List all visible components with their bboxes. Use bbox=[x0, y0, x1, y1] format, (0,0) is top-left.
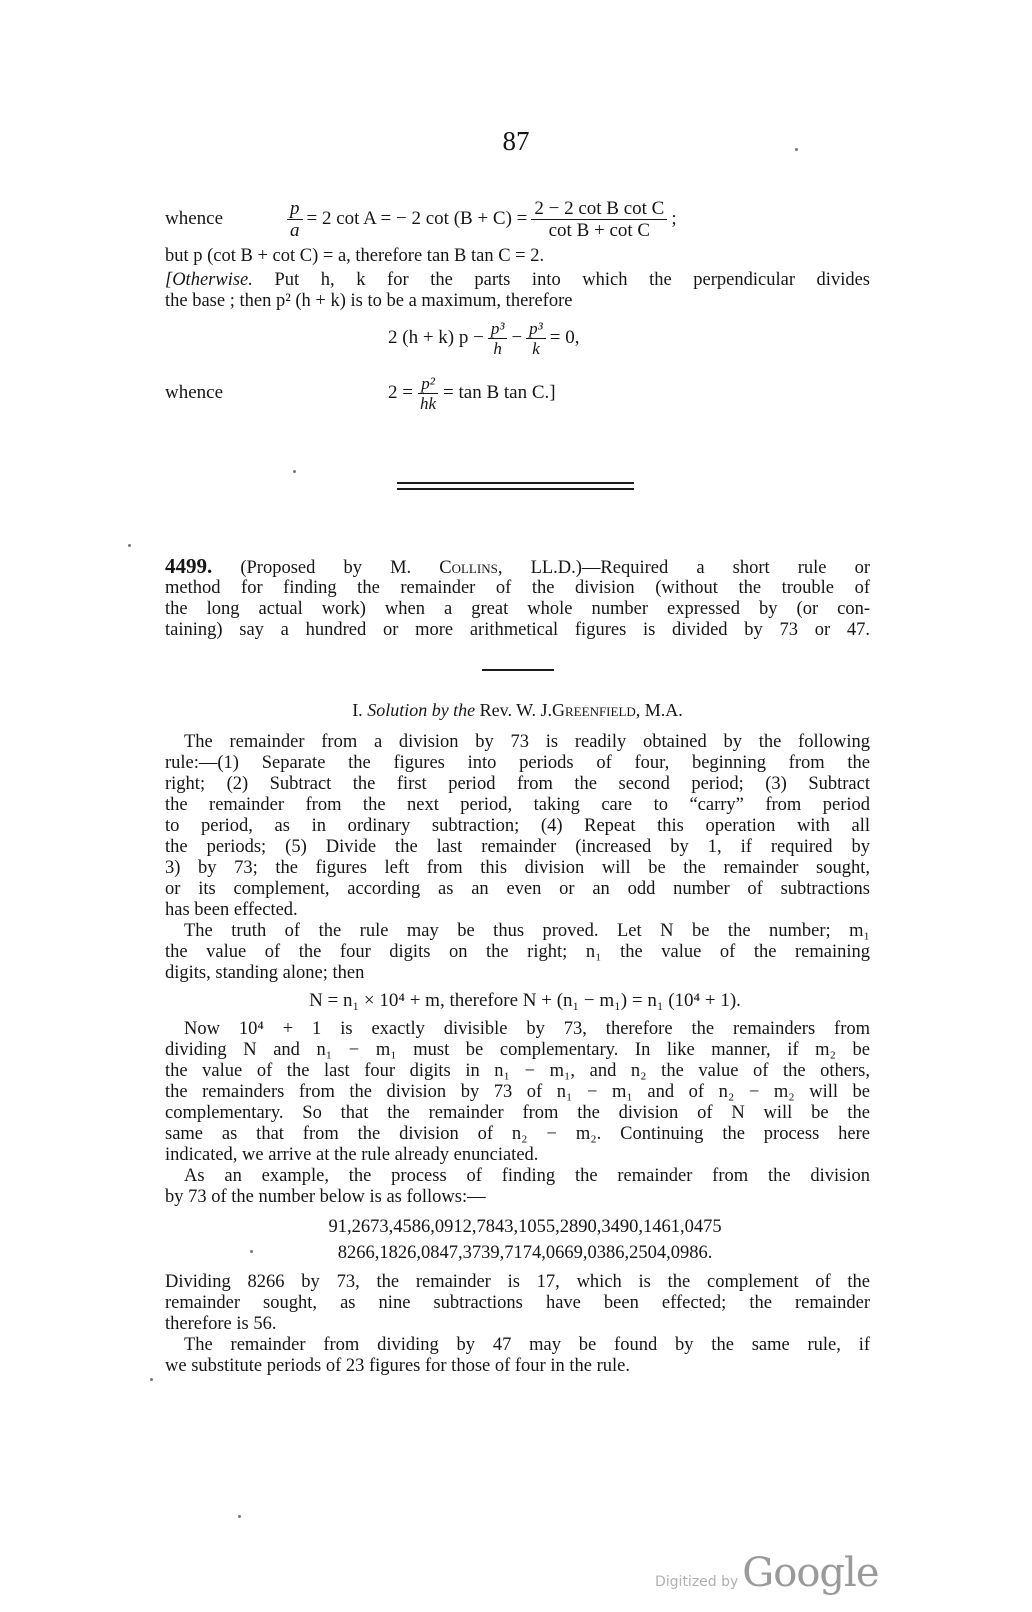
scan-speck bbox=[250, 1250, 253, 1253]
body-line: therefore is 56. bbox=[165, 1314, 277, 1334]
problem-line-2: method for finding the remainder of the division (without the trouble of bbox=[165, 578, 870, 598]
body-line: The remainder from a division by 73 is readily obtained by the following bbox=[184, 732, 870, 752]
body-line: the value of the four digits on the right; n₁ the value of the remaining bbox=[165, 942, 870, 962]
separator-rule-top bbox=[397, 482, 634, 484]
fraction-p2-over-hk bbox=[417, 374, 439, 413]
body-line: indicated, we arrive at the rule already enunciated. bbox=[165, 1145, 539, 1165]
body-line: the remainders from the division by 73 of n₁ − m₁ and of n₂ − m₂ will be bbox=[165, 1082, 870, 1102]
whence-label: whence bbox=[165, 208, 224, 229]
scan-speck bbox=[128, 544, 131, 547]
body-line: the remainder from the next period, taking care to “carry” from period bbox=[165, 795, 870, 815]
scan-speck bbox=[238, 1515, 241, 1518]
formula-maximum bbox=[388, 314, 580, 362]
body-line: has been effected. bbox=[165, 900, 298, 920]
fraction-denominator: a bbox=[290, 219, 300, 241]
fraction-numerator: 2 − 2 cot B cot C bbox=[531, 198, 667, 220]
fraction-denominator: cot B + cot C bbox=[548, 219, 651, 241]
minus-sign: − bbox=[511, 327, 523, 348]
short-separator-rule bbox=[482, 669, 554, 671]
fraction-denominator: k bbox=[532, 338, 540, 358]
body-line: to period, as in ordinary subtraction; (4) Repeat this operation with all bbox=[165, 816, 870, 836]
watermark-small-text: Digitized by bbox=[655, 1574, 739, 1590]
formula-end: = tan B tan C.] bbox=[443, 382, 556, 403]
body-line: The truth of the rule may be thus proved. Let N be the number; m₁ bbox=[184, 921, 870, 941]
formula-end: ; bbox=[671, 208, 677, 229]
body-line: remainder sought, as nine subtractions have been effected; the remainder bbox=[165, 1293, 870, 1313]
fraction-denominator: hk bbox=[419, 393, 437, 413]
author-prefix: Rev. W. J. bbox=[479, 700, 553, 720]
body-line: As an example, the process of finding the remainder from the division bbox=[184, 1166, 870, 1186]
separator-rule-bottom bbox=[397, 488, 634, 490]
fraction-p-over-a bbox=[287, 198, 303, 241]
formula-end: = 0, bbox=[549, 327, 580, 348]
proposer-prefix: (Proposed by M. bbox=[240, 558, 412, 578]
body-line: by 73 of the number below is as follows:— bbox=[165, 1187, 486, 1207]
scan-speck bbox=[795, 148, 798, 151]
fraction-p3-over-h bbox=[488, 319, 508, 358]
problem-line-4: taining) say a hundred or more arithmetical figures is divided by 73 or 47. bbox=[165, 620, 870, 640]
formula-whence-2 bbox=[165, 370, 815, 416]
body-line: digits, standing alone; then bbox=[165, 963, 365, 983]
fraction-p3-over-k bbox=[526, 319, 546, 358]
formula-whence-1 bbox=[165, 196, 865, 242]
scan-speck bbox=[293, 470, 296, 473]
body-line: complementary. So that the remainder from the division of N will be the bbox=[165, 1103, 870, 1123]
body-line: 3) by 73; the figures left from this division will be the remainder sought, bbox=[165, 858, 870, 878]
equation-N: N = n₁ × 10⁴ + m, therefore N + (n₁ − m₁) = n₁ (10⁴ + 1). bbox=[309, 990, 741, 1011]
solution-label: Solution by the bbox=[367, 700, 476, 720]
body-line: same as that from the division of n₂ − m₂. Continuing the process here bbox=[165, 1124, 870, 1144]
author-suffix: , M.A. bbox=[635, 700, 683, 720]
fraction-numerator: p³ bbox=[526, 319, 546, 339]
otherwise-line-2: the base ; then p² (h + k) is to be a maximum, therefore bbox=[165, 291, 573, 311]
body-line: right; (2) Subtract the first period from the second period; (3) Subtract bbox=[165, 774, 870, 794]
problem-line-3: the long actual work) when a great whole number expressed by (or con- bbox=[165, 599, 870, 619]
proposer-name: Collins bbox=[439, 558, 498, 578]
whence-label: whence bbox=[165, 382, 224, 403]
proposer-suffix: LL.D.)—Required a short rule or bbox=[530, 558, 871, 578]
author-name: Greenfield bbox=[552, 700, 636, 720]
fraction-numerator: p³ bbox=[488, 319, 508, 339]
page-number: 87 bbox=[502, 126, 530, 156]
formula-middle: = 2 cot A = − 2 cot (B + C) = bbox=[306, 208, 528, 229]
otherwise-text: Put h, k for the parts into which the perpendicular divides bbox=[274, 270, 871, 290]
body-line: or its complement, according as an even or an odd number of subtractions bbox=[165, 879, 870, 899]
scan-speck bbox=[150, 1378, 153, 1381]
otherwise-label: [Otherwise. bbox=[165, 270, 253, 290]
formula-lead: 2 = bbox=[388, 382, 413, 403]
text-line-but: but p (cot B + cot C) = a, therefore tan B tan C = 2. bbox=[165, 246, 545, 266]
body-line: rule:—(1) Separate the figures into periods of four, beginning from the bbox=[165, 753, 870, 773]
body-line: Dividing 8266 by 73, the remainder is 17, which is the complement of the bbox=[165, 1272, 870, 1292]
body-line: dividing N and n₁ − m₁ must be complementary. In like manner, if m₂ be bbox=[165, 1040, 870, 1060]
fraction-denominator: h bbox=[493, 338, 502, 358]
problem-number: 4499. bbox=[165, 554, 213, 578]
watermark-brand: Google bbox=[742, 1550, 879, 1596]
body-line: the value of the last four digits in n₁ − m₁, and n₂ the value of the others, bbox=[165, 1061, 870, 1081]
solution-heading bbox=[165, 700, 870, 721]
number-line-original: 91,2673,4586,0912,7843,1055,2890,3490,1461,0475 bbox=[328, 1217, 722, 1237]
body-line: we substitute periods of 23 figures for those of four in the rule. bbox=[165, 1356, 630, 1376]
fraction-numerator: p bbox=[287, 198, 303, 220]
otherwise-line-1 bbox=[165, 270, 870, 291]
formula-lead: 2 (h + k) p − bbox=[388, 327, 484, 348]
body-line: The remainder from dividing by 47 may be found by the same rule, if bbox=[184, 1335, 870, 1355]
fraction-cot bbox=[531, 198, 667, 241]
solution-numeral: I. bbox=[352, 700, 363, 720]
number-line-remainders: 8266,1826,0847,3739,7174,0669,0386,2504,0986. bbox=[337, 1243, 713, 1263]
body-line: the periods; (5) Divide the last remainder (increased by 1, if required by bbox=[165, 837, 870, 857]
fraction-numerator: p² bbox=[418, 374, 438, 394]
digitized-watermark bbox=[655, 1550, 878, 1596]
problem-line-1: 4499. (Proposed by M. Collins, LL.D.)—Required a short rule or bbox=[165, 554, 871, 578]
body-line: Now 10⁴ + 1 is exactly divisible by 73, therefore the remainders from bbox=[184, 1019, 870, 1039]
